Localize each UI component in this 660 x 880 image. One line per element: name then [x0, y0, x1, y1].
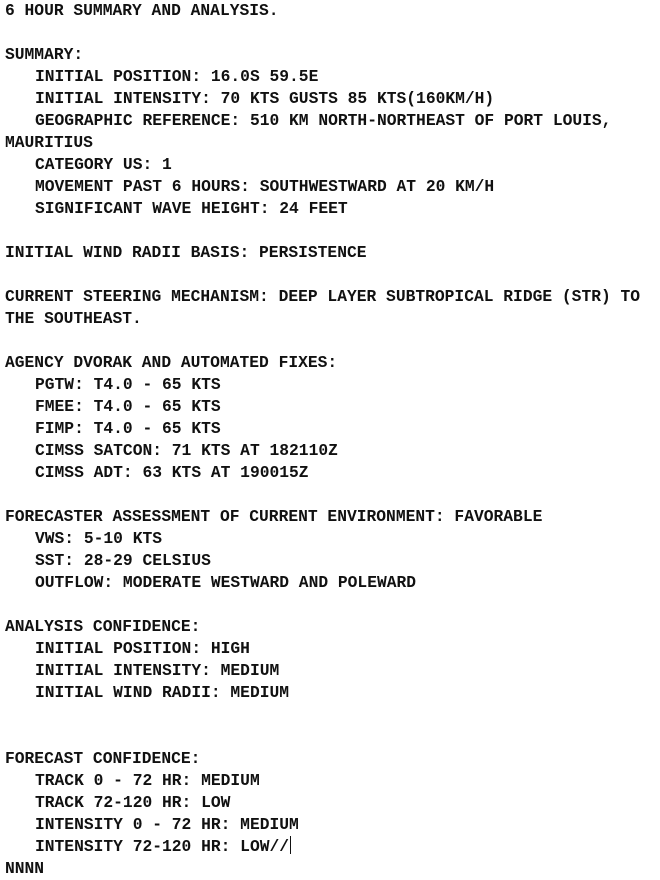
summary-category: CATEGORY US: 1 [35, 155, 172, 174]
summary-heading: SUMMARY: [5, 45, 84, 64]
summary-geographic-reference-cont: MAURITIUS [5, 133, 93, 152]
environment-item: OUTFLOW: MODERATE WESTWARD AND POLEWARD [35, 573, 417, 592]
environment-item: VWS: 5-10 KTS [35, 529, 163, 548]
fix-item: CIMSS SATCON: 71 KTS AT 182110Z [35, 441, 338, 460]
environment-item: SST: 28-29 CELSIUS [35, 551, 211, 570]
summary-movement: MOVEMENT PAST 6 HOURS: SOUTHWESTWARD AT 20 KM/H [35, 177, 495, 196]
analysis-confidence-item: INITIAL WIND RADII: MEDIUM [35, 683, 290, 702]
fix-item: CIMSS ADT: 63 KTS AT 190015Z [35, 463, 309, 482]
fix-item: PGTW: T4.0 - 65 KTS [35, 375, 221, 394]
steering-mechanism: CURRENT STEERING MECHANISM: DEEP LAYER SUBTROPICAL RIDGE (STR) TO [5, 287, 641, 306]
bulletin-text [5, 0, 657, 880]
forecast-confidence-item: TRACK 72-120 HR: LOW [35, 793, 231, 812]
summary-geographic-reference: GEOGRAPHIC REFERENCE: 510 KM NORTH-NORTHEAST OF PORT LOUIS, [35, 111, 612, 130]
fixes-heading: AGENCY DVORAK AND AUTOMATED FIXES: [5, 353, 338, 372]
steering-mechanism-cont: THE SOUTHEAST. [5, 309, 142, 328]
wind-radii-basis: INITIAL WIND RADII BASIS: PERSISTENCE [5, 243, 367, 262]
analysis-confidence-item: INITIAL INTENSITY: MEDIUM [35, 661, 280, 680]
environment-heading: FORECASTER ASSESSMENT OF CURRENT ENVIRONMENT: FAVORABLE [5, 507, 543, 526]
summary-initial-position: INITIAL POSITION: 16.0S 59.5E [35, 67, 319, 86]
fix-item: FIMP: T4.0 - 65 KTS [35, 419, 221, 438]
analysis-confidence-heading: ANALYSIS CONFIDENCE: [5, 617, 201, 636]
end-marker: NNNN [5, 859, 45, 878]
forecast-confidence-heading: FORECAST CONFIDENCE: [5, 749, 201, 768]
forecast-confidence-item: INTENSITY 0 - 72 HR: MEDIUM [35, 815, 299, 834]
summary-wave-height: SIGNIFICANT WAVE HEIGHT: 24 FEET [35, 199, 348, 218]
bulletin-title: 6 HOUR SUMMARY AND ANALYSIS. [5, 1, 279, 20]
summary-initial-intensity: INITIAL INTENSITY: 70 KTS GUSTS 85 KTS(160KM/H) [35, 89, 495, 108]
forecast-confidence-item: TRACK 0 - 72 HR: MEDIUM [35, 771, 260, 790]
forecast-confidence-item-text: INTENSITY 72-120 HR: LOW// [35, 837, 290, 856]
forecast-confidence-item-last[interactable] [5, 836, 657, 858]
fix-item: FMEE: T4.0 - 65 KTS [35, 397, 221, 416]
analysis-confidence-item: INITIAL POSITION: HIGH [35, 639, 250, 658]
text-cursor [290, 836, 291, 854]
